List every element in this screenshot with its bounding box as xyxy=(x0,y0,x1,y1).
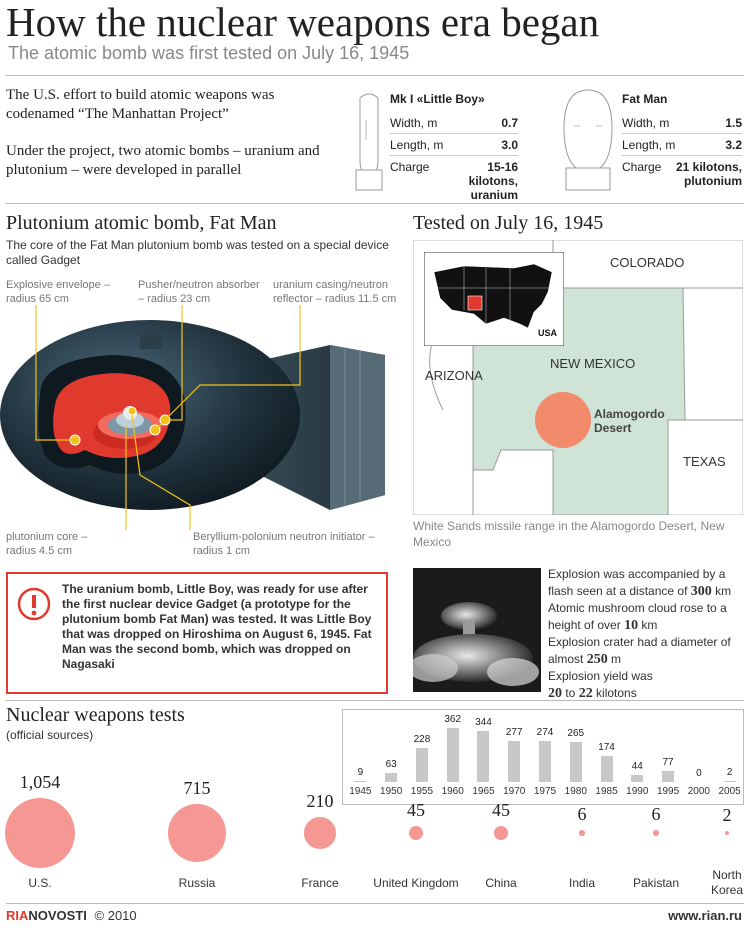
spec-label: Charge xyxy=(622,160,662,174)
year-tick-label: 1960 xyxy=(441,786,464,797)
spec-label: Length, m xyxy=(622,137,676,152)
country-name: U.S. xyxy=(28,876,52,890)
exclamation-icon xyxy=(16,586,52,622)
year-tick-label: 1965 xyxy=(472,786,495,797)
spec-row xyxy=(622,134,742,156)
bar-value-label: 228 xyxy=(413,733,431,745)
little-boy-specs xyxy=(390,112,518,202)
fact-text: Explosion yield was xyxy=(548,669,653,683)
bar-value-label: 9 xyxy=(357,766,364,778)
divider xyxy=(6,75,744,76)
fact-value: 300 xyxy=(690,583,712,599)
info-box xyxy=(6,572,388,694)
country-bubble xyxy=(653,830,658,835)
tests-heading: Nuclear weapons tests xyxy=(6,704,185,726)
state-label-new-mexico: NEW MEXICO xyxy=(550,356,636,371)
bar-value-label: 63 xyxy=(385,758,397,770)
state-label-arizona: ARIZONA xyxy=(425,368,483,383)
year-tick-label: 1945 xyxy=(349,786,372,797)
label-plutonium-core: plutonium core – radius 4.5 cm xyxy=(6,531,88,557)
fact-value: 20 xyxy=(548,685,562,701)
tested-heading: Tested on July 16, 1945 xyxy=(413,212,604,234)
country-bubble xyxy=(409,826,423,840)
divider xyxy=(6,903,744,904)
country-bubble xyxy=(5,798,75,868)
bar-value-label: 362 xyxy=(444,714,462,725)
fat-man-name: Fat Man xyxy=(622,92,668,106)
divider xyxy=(6,203,744,204)
plutonium-description: The core of the Fat Man plutonium bomb was tested on a special device called Gadget xyxy=(6,238,389,267)
country-name: United Kingdom xyxy=(373,876,459,890)
divider xyxy=(6,700,744,701)
year-tick-label: 1995 xyxy=(656,786,680,797)
page-subtitle: The atomic bomb was first tested on July 16, 1945 xyxy=(8,43,410,63)
country-name: China xyxy=(485,876,517,890)
intro-paragraph-2: Under the project, two atomic bombs – uranium and plutonium – were developed in parallel xyxy=(6,143,320,178)
year-tick-label: 1985 xyxy=(595,786,618,797)
country-bubble xyxy=(304,817,335,848)
explosion-facts xyxy=(548,566,746,702)
bar-value-label: 174 xyxy=(598,742,615,754)
state-label-texas: TEXAS xyxy=(683,454,726,469)
spec-value: 0.7 xyxy=(501,115,518,130)
country-name: India xyxy=(568,876,596,890)
fact-text: km xyxy=(638,617,658,632)
tests-subheading: (official sources) xyxy=(6,728,94,742)
country-bubble xyxy=(494,826,508,840)
bar-value-label: 274 xyxy=(536,727,554,739)
fat-man-cutaway-illustration xyxy=(0,305,400,530)
year-tick-label: 1980 xyxy=(564,786,587,797)
country-test-count: 6 xyxy=(651,804,661,825)
site-label-alamogordo: Alamogordo Desert xyxy=(594,407,665,435)
country-test-count: 2 xyxy=(722,804,732,825)
year-tick-label: 2000 xyxy=(687,786,710,797)
fat-man-silhouette xyxy=(560,88,616,193)
country-name: Pakistan xyxy=(632,876,680,890)
fact-text: Explosion crater had a diameter of almost xyxy=(548,635,731,666)
little-boy-name: Mk I «Little Boy» xyxy=(390,92,485,106)
fact-value: 22 xyxy=(578,685,593,701)
fact-text: Explosion was accompanied by a flash seen at a distance of xyxy=(548,567,726,598)
spec-row xyxy=(622,112,742,134)
state-label-colorado: COLORADO xyxy=(610,255,685,270)
bar-value-label: 277 xyxy=(505,726,523,738)
spec-label: Charge xyxy=(390,160,430,174)
spec-value: 3.2 xyxy=(725,137,742,152)
label-explosive-envelope: Explosive envelope – radius 65 cm xyxy=(6,279,110,305)
year-tick-label: 2005 xyxy=(718,786,741,797)
fact-text: km xyxy=(711,583,732,598)
tests-by-country-chart xyxy=(0,750,750,905)
plutonium-heading: Plutonium atomic bomb, Fat Man xyxy=(6,212,277,234)
little-boy-silhouette xyxy=(352,90,386,195)
logo-part-novosti: NOVOSTI xyxy=(28,908,87,923)
spec-label: Width, m xyxy=(622,115,670,130)
spec-value: 15-16 kilotons, uranium xyxy=(468,160,518,202)
spec-row xyxy=(622,156,742,192)
year-tick-label: 1990 xyxy=(626,786,649,797)
country-name: France xyxy=(301,876,339,890)
label-pusher: Pusher/neutron absorber – radius 23 cm xyxy=(138,279,260,305)
label-uranium-casing: uranium casing/neutron reflector – radius 11.5 cm xyxy=(273,279,397,305)
spec-label: Length, m xyxy=(390,137,444,152)
fat-man-specs xyxy=(622,112,742,192)
bar-value-label: 77 xyxy=(662,756,674,768)
spec-row xyxy=(390,112,518,134)
year-tick-label: 1950 xyxy=(380,786,403,797)
spec-row xyxy=(390,134,518,156)
spec-label: Width, m xyxy=(390,115,438,130)
country-test-count: 45 xyxy=(407,799,425,820)
bar-value-label: 0 xyxy=(696,768,702,779)
spec-value: 3.0 xyxy=(501,137,518,152)
bar-value-label: 265 xyxy=(567,728,585,740)
country-test-count: 715 xyxy=(183,778,211,799)
label-initiator: Beryllium-polonium neutron initiator – radius 1 cm xyxy=(193,531,375,557)
ria-novosti-logo xyxy=(6,908,137,923)
fact-value: 250 xyxy=(586,651,608,667)
bar-value-label: 44 xyxy=(631,761,643,773)
year-tick-label: 1955 xyxy=(410,786,434,797)
spec-value: 21 kilotons, plutonium xyxy=(675,160,742,188)
spec-row xyxy=(390,156,518,202)
intro-paragraph-1: The U.S. effort to build atomic weapons was codenamed “The Manhattan Project” xyxy=(6,87,275,122)
inset-label-usa: USA xyxy=(538,328,558,338)
country-test-count: 210 xyxy=(306,791,334,812)
info-box-text: The uranium bomb, Little Boy, was ready for use after the first nuclear device Gadget (a prototype for the plutonium bomb Fat Man) was tested. It was Little Boy that was dropped on Hiroshima on August 6, 1945. Fat Man was the second bomb, which was dropped on Nagasaki xyxy=(62,582,372,671)
country-bubble xyxy=(168,804,226,862)
fact-text: Atomic mushroom cloud rose to a height of over xyxy=(548,601,727,632)
page-title: How the nuclear weapons era began xyxy=(6,0,600,45)
copyright: © 2010 xyxy=(94,908,137,923)
year-tick-label: 1975 xyxy=(533,786,557,797)
spec-value: 1.5 xyxy=(725,115,742,130)
explosion-photo xyxy=(413,568,541,692)
footer-url[interactable]: www.rian.ru xyxy=(668,908,742,923)
bar-value-label: 2 xyxy=(726,766,733,778)
fact-text: to xyxy=(562,685,579,700)
country-bubble xyxy=(725,831,730,836)
country-name: Russia xyxy=(178,876,216,890)
country-test-count: 45 xyxy=(492,799,510,820)
country-bubble xyxy=(579,830,584,835)
bar-value-label: 344 xyxy=(475,716,492,728)
fact-value: 10 xyxy=(624,617,639,633)
country-test-count: 6 xyxy=(577,804,587,825)
map-caption: White Sands missile range in the Alamogordo Desert, New Mexico xyxy=(413,519,725,549)
fact-text: m xyxy=(607,651,622,666)
year-tick-label: 1970 xyxy=(503,786,526,797)
fact-text: kilotons xyxy=(592,685,637,700)
logo-part-ria: RIA xyxy=(6,908,29,923)
country-name: North Korea xyxy=(710,868,744,897)
country-test-count: 1,054 xyxy=(19,772,61,792)
